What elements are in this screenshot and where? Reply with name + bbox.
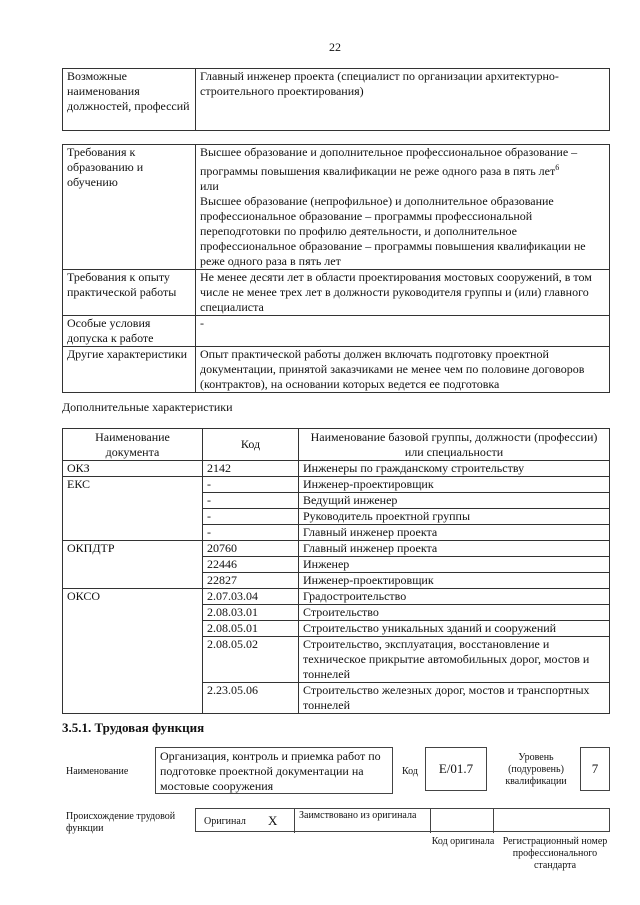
cell-code: 2142 (203, 461, 299, 477)
cell-name: Главный инженер проекта (299, 541, 610, 557)
cell-code: 2.23.05.06 (203, 683, 299, 714)
cell-code: 20760 (203, 541, 299, 557)
original-label: Оригинал (204, 816, 246, 827)
cell-code: - (203, 525, 299, 541)
positions-label: Возможные наименования должностей, профессий (63, 69, 196, 131)
cell-name: Инженер-проектировщик (299, 477, 610, 493)
function-heading: 3.5.1. Трудовая функция (62, 720, 205, 735)
header-name: Наименование базовой группы, должности (профессии) или специальности (299, 429, 610, 461)
other-label: Другие характеристики (63, 347, 196, 393)
cell-name: Инженер-проектировщик (299, 573, 610, 589)
cell-code: - (203, 477, 299, 493)
cell-name: Инженер (299, 557, 610, 573)
education-value (196, 145, 610, 270)
cell-name: Инженеры по гражданскому строительству (299, 461, 610, 477)
cell-name: Главный инженер проекта (299, 525, 610, 541)
original-code-label: Код оригинала (431, 836, 495, 847)
education-text: Высшее образование и дополнительное профессиональное образование – программы повышения квалификации не реже одного раза в пять лет (200, 145, 578, 178)
page-number: 22 (329, 40, 341, 54)
header-code: Код (203, 429, 299, 461)
header-document: Наименование документа (63, 429, 203, 461)
original-mark: X (268, 813, 278, 828)
borrowed-label: Заимствовано из оригинала (299, 810, 417, 821)
level-label: Уровень (подуровень) квалификации (505, 752, 567, 787)
cell-name: Строительство уникальных зданий и сооружений (299, 621, 610, 637)
additional-title: Дополнительные характеристики (62, 400, 233, 414)
cell-code: 22827 (203, 573, 299, 589)
cell-name: Строительство железных дорог, мостов и транспортных тоннелей (299, 683, 610, 714)
positions-value: Главный инженер проекта (специалист по организации архитектурно-строительного проектирования) (196, 69, 610, 131)
experience-label: Требования к опыту практической работы (63, 270, 196, 316)
education-alt: Высшее образование (непрофильное) и дополнительное образование профессиональное образование – программы профессиональной переподготовки по профилю деятельности, и дополнительное профессиональное образование – программы повышения квалификации не реже одного раза в пять лет (200, 194, 586, 268)
cell-code: 2.08.05.02 (203, 637, 299, 683)
function-code: E/01.7 (425, 747, 487, 791)
education-or: или (200, 179, 219, 193)
cell-name: Градостроительство (299, 589, 610, 605)
document-name: ЕКС (63, 477, 203, 541)
other-value: Опыт практической работы должен включать подготовку проектной документации, принятой заказчиками не менее чем по половине договоров (контрактов), на основании которых ведется ее подготовка (196, 347, 610, 393)
positions-table (62, 68, 610, 131)
additional-table (62, 428, 610, 714)
experience-value: Не менее десяти лет в области проектирования мостовых сооружений, в том числе не менее трех лет в должности руководителя группы и (или) главного специалиста (196, 270, 610, 316)
cell-name: Ведущий инженер (299, 493, 610, 509)
cell-code: - (203, 509, 299, 525)
cell-name: Руководитель проектной группы (299, 509, 610, 525)
cell-code: 2.08.03.01 (203, 605, 299, 621)
name-label: Наименование (66, 766, 129, 777)
function-name: Организация, контроль и приемка работ по подготовке проектной документации на мостовые сооружения (155, 747, 393, 794)
special-conditions-value: - (196, 316, 610, 347)
special-conditions-label: Особые условия допуска к работе (63, 316, 196, 347)
cell-code: - (203, 493, 299, 509)
origin-label: Происхождение трудовой функции (66, 811, 176, 834)
cell-name: Строительство (299, 605, 610, 621)
table-row (63, 541, 610, 557)
reg-number-label: Регистрационный номер профессионального стандарта (502, 836, 608, 871)
cell-code: 22446 (203, 557, 299, 573)
cell-code: 2.07.03.04 (203, 589, 299, 605)
qualification-level: 7 (580, 747, 610, 791)
education-label: Требования к образованию и обучению (63, 145, 196, 270)
document-name: ОКЗ (63, 461, 203, 477)
origin-table (195, 808, 610, 832)
table-row (63, 461, 610, 477)
cell-code: 2.08.05.01 (203, 621, 299, 637)
cell-name: Строительство, эксплуатация, восстановление и техническое прикрытие автомобильных дорог, мостов и тоннелей (299, 637, 610, 683)
code-label: Код (402, 766, 418, 777)
footnote-mark: 6 (555, 163, 560, 172)
table-row (63, 477, 610, 493)
requirements-table (62, 144, 610, 393)
document-name: ОКСО (63, 589, 203, 714)
document-name: ОКПДТР (63, 541, 203, 589)
table-row (63, 589, 610, 605)
